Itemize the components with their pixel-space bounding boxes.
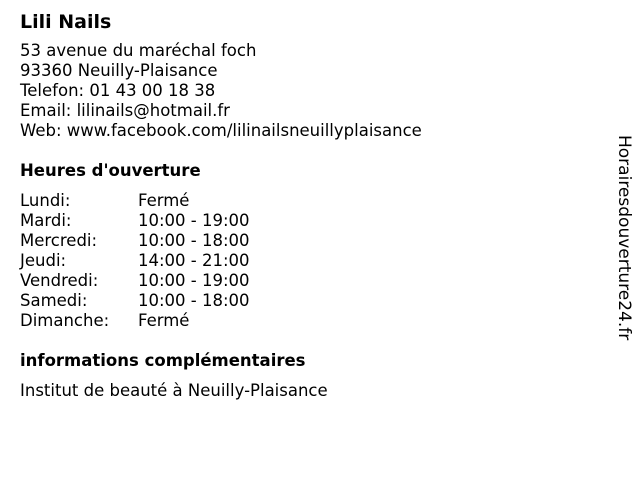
day-label: Samedi: <box>20 291 88 310</box>
day-label: Mardi: <box>20 211 72 230</box>
day-time: Fermé <box>138 191 190 210</box>
day-time: 14:00 - 21:00 <box>138 251 250 270</box>
web-line: Web: www.facebook.com/lilinailsneuillyplaisance <box>20 121 422 140</box>
email-line: Email: lilinails@hotmail.fr <box>20 101 230 120</box>
hours-row-vendredi <box>20 271 600 291</box>
day-label: Lundi: <box>20 191 71 210</box>
day-time: 10:00 - 18:00 <box>138 231 250 250</box>
day-time: 10:00 - 19:00 <box>138 271 250 290</box>
hours-row-mercredi <box>20 231 600 251</box>
hours-row-samedi <box>20 291 600 311</box>
info-heading: informations complémentaires <box>20 351 306 370</box>
hours-heading: Heures d'ouverture <box>20 161 201 180</box>
hours-row-mardi <box>20 211 600 231</box>
hours-row-dimanche <box>20 311 600 331</box>
day-time: 10:00 - 18:00 <box>138 291 250 310</box>
business-name: Lili Nails <box>20 11 112 33</box>
day-label: Jeudi: <box>20 251 67 270</box>
address-line-1: 53 avenue du maréchal foch <box>20 41 257 60</box>
day-label: Mercredi: <box>20 231 98 250</box>
hours-table <box>20 191 600 331</box>
hours-row-jeudi <box>20 251 600 271</box>
day-time: Fermé <box>138 311 190 330</box>
contact-block <box>20 41 600 141</box>
address-line-2: 93360 Neuilly-Plaisance <box>20 61 218 80</box>
day-label: Dimanche: <box>20 311 110 330</box>
info-text: Institut de beauté à Neuilly-Plaisance <box>20 381 328 400</box>
phone-line: Telefon: 01 43 00 18 38 <box>20 81 216 100</box>
business-card <box>20 10 600 401</box>
day-time: 10:00 - 19:00 <box>138 211 250 230</box>
hours-row-lundi <box>20 191 600 211</box>
day-label: Vendredi: <box>20 271 99 290</box>
site-watermark: Horairesdouverture24.fr <box>614 135 634 341</box>
